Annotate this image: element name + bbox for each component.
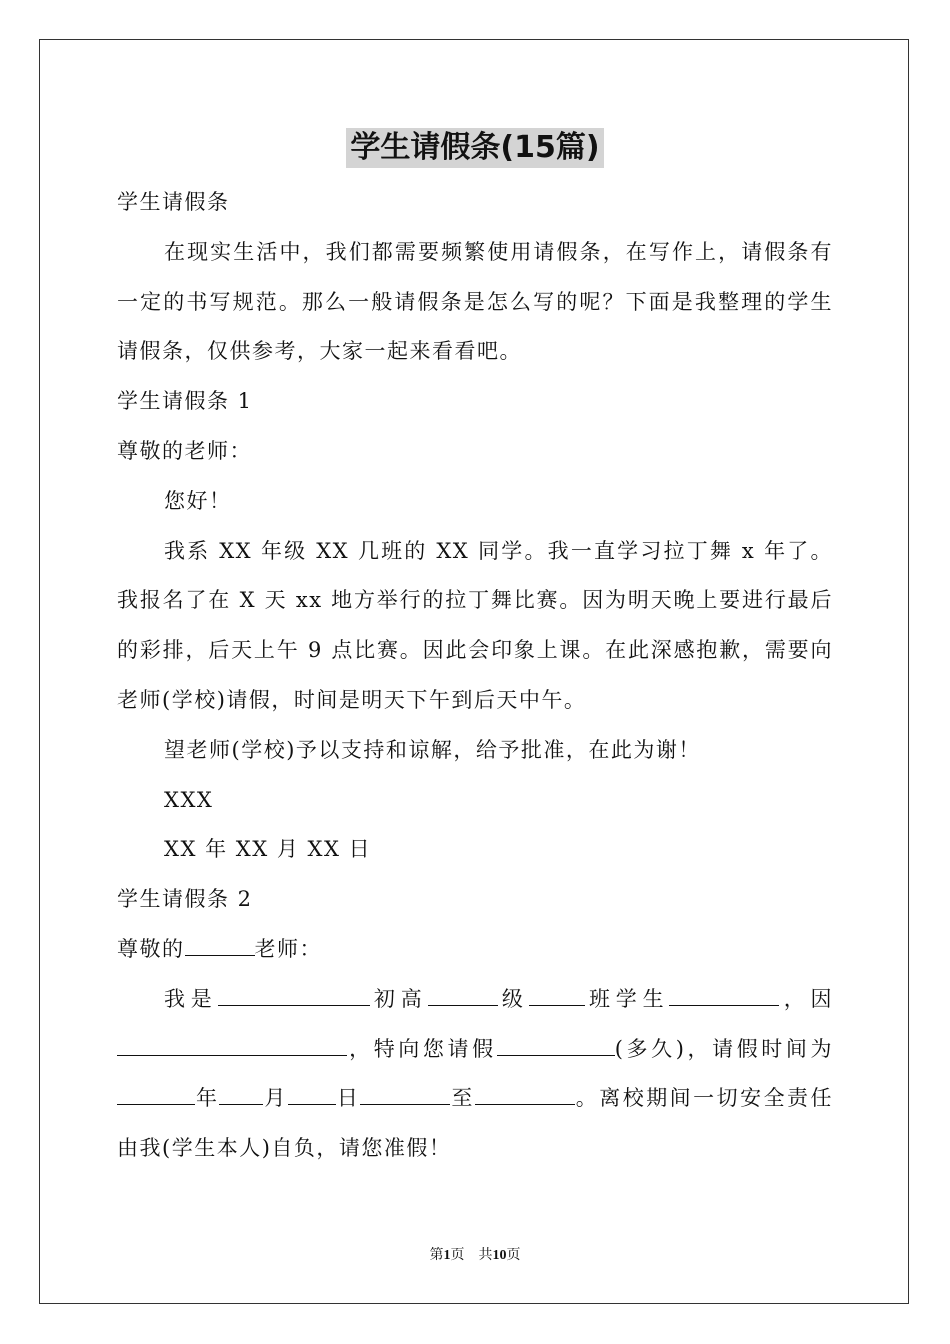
- salutation-suffix: 老师：: [254, 936, 322, 961]
- blank-year: [117, 1086, 195, 1105]
- section1-salutation: 尊敬的老师：: [117, 438, 252, 463]
- section1-paragraph-2: 望老师(学校)予以支持和谅解，给予批准，在此为谢！: [164, 737, 701, 762]
- page-footer: [0, 1245, 950, 1266]
- form-text: 。离校期间一切安全责任由我(学生本人)自负，请您准假！: [117, 1086, 834, 1161]
- section2-form-paragraph: [117, 975, 833, 1174]
- blank-duration: [497, 1037, 615, 1056]
- section1-date: XX 年 XX 月 XX 日: [164, 837, 372, 862]
- section1-paragraph-1: 我系 XX 年级 XX 几班的 XX 同学。我一直学习拉丁舞 x 年了。我报名了在 X 天 xx 地方举行的拉丁舞比赛。因为明天晚上要进行最后的彩排，后天上午 9 点比赛。因此会印象上课。在此深感抱歉，需要向老师(学校)请假，时间是明天下午到后天中午。: [117, 538, 833, 712]
- footer-prefix: 第: [429, 1247, 444, 1263]
- form-text: ，因: [779, 986, 834, 1011]
- form-text: 级: [497, 986, 529, 1011]
- document-title: 学生请假条(15篇): [346, 128, 603, 168]
- form-text: 年: [195, 1086, 220, 1111]
- section1-greeting: 您好！: [164, 488, 232, 513]
- blank-class: [529, 987, 585, 1006]
- form-text: 至: [450, 1086, 475, 1111]
- form-text: (多久)，请假时间为: [614, 1036, 834, 1061]
- section1-heading: 学生请假条 1: [117, 389, 253, 414]
- blank-start: [360, 1086, 450, 1105]
- blank-teacher-name: [185, 937, 255, 956]
- form-text: 日: [335, 1086, 361, 1111]
- intro-paragraph: 在现实生活中，我们都需要频繁使用请假条，在写作上，请假条有一定的书写规范。那么一般请假条是怎么写的呢？下面是我整理的学生请假条，仅供参考，大家一起来看看吧。: [117, 239, 833, 364]
- blank-grade-year: [428, 987, 498, 1006]
- title-wrap: [0, 128, 950, 168]
- form-text: 月: [263, 1086, 288, 1111]
- section2-salutation: [117, 925, 833, 975]
- document-body: [117, 178, 833, 1174]
- footer-mid: 页 共: [450, 1247, 493, 1263]
- salutation-prefix: 尊敬的: [117, 936, 185, 961]
- section2-heading: 学生请假条 2: [117, 887, 253, 912]
- footer-suffix: 页: [506, 1247, 521, 1263]
- section1-signature: XXX: [164, 787, 214, 812]
- form-text: 我是: [164, 986, 218, 1011]
- form-text: 初高: [369, 986, 428, 1011]
- blank-student: [669, 987, 779, 1006]
- blank-month: [219, 1086, 263, 1105]
- form-text: 班学生: [584, 986, 670, 1011]
- main-heading: 学生请假条: [117, 190, 230, 214]
- form-text: ，特向您请假: [347, 1036, 497, 1061]
- blank-student-name: [218, 987, 370, 1006]
- footer-total-pages: 10: [492, 1248, 507, 1263]
- blank-end: [475, 1086, 575, 1105]
- footer-page-number: 1: [443, 1248, 451, 1263]
- blank-day: [288, 1086, 336, 1105]
- blank-reason: [117, 1037, 347, 1056]
